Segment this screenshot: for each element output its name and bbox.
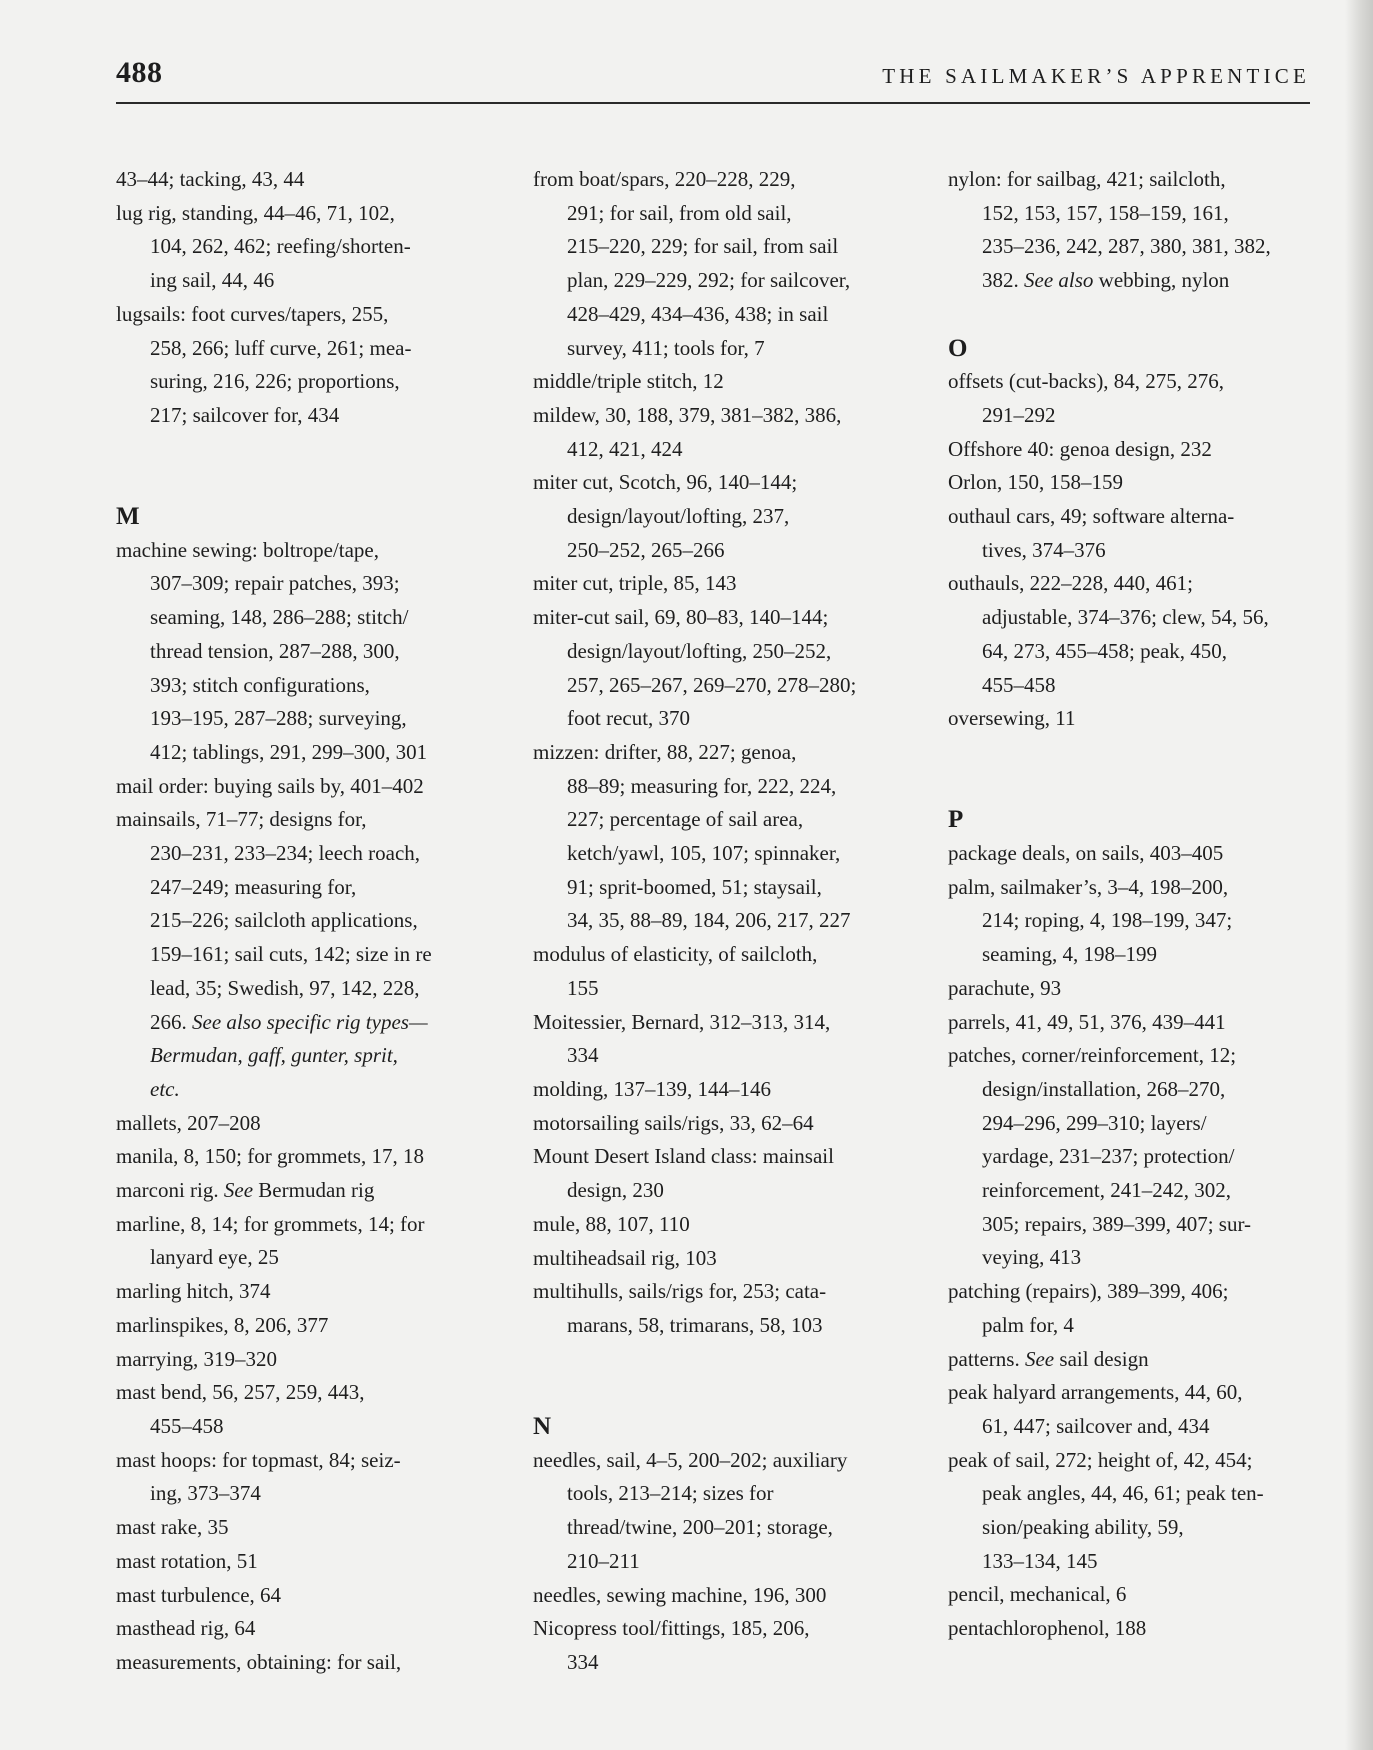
cross-reference: See: [223, 1178, 254, 1203]
index-entry: miter cut, triple, 85, 143: [533, 571, 737, 596]
index-entry: mildew, 30, 188, 379, 381–382, 386, 412, 421, 424: [533, 402, 842, 461]
index-entry: pencil, mechanical, 6: [948, 1582, 1127, 1607]
index-entry: Moitessier, Bernard, 312–313, 314, 334: [533, 1009, 831, 1068]
index-entry: mast rotation, 51: [116, 1548, 258, 1573]
entry-text: Bermudan rig: [253, 1178, 375, 1203]
index-entry: marrying, 319–320: [116, 1346, 277, 1371]
index-entry: palm, sailmaker’s, 3–4, 198–200, 214; roping, 4, 198–199, 347; seaming, 4, 198–199: [948, 874, 1233, 967]
index-entry: Nicopress tool/fittings, 185, 206, 334: [533, 1616, 810, 1674]
entry-text: webbing, nylon: [1093, 268, 1230, 293]
index-entry: [116, 1174, 496, 1208]
index-entry: miter-cut sail, 69, 80–83, 140–144; design/layout/lofting, 250–252, 257, 265–267, 269–270, 278–280; foot recut, 370: [533, 605, 857, 731]
index-entry: [948, 163, 1328, 298]
index-entry: mast hoops: for topmast, 84; seiz- ing, 373–374: [116, 1447, 401, 1506]
page-edge-shadow: [1345, 0, 1373, 1750]
cross-reference: See also specific rig types— Bermudan, gaff, gunter, sprit, etc.: [150, 1009, 428, 1101]
index-entry: oversewing, 11: [948, 706, 1076, 731]
section-spacer: [948, 298, 1328, 332]
index-entry: miter cut, Scotch, 96, 140–144; design/layout/lofting, 237, 250–252, 265–266: [533, 470, 798, 562]
index-entry: modulus of elasticity, of sailcloth, 155: [533, 942, 818, 1000]
index-entry: mail order: buying sails by, 401–402: [116, 773, 424, 798]
index-entry: peak halyard arrangements, 44, 60, 61, 447; sailcover and, 434: [948, 1380, 1243, 1438]
index-entry: [116, 803, 496, 1106]
index-entry: from boat/spars, 220–228, 229, 291; for sail, from old sail, 215–220, 229; for sail, from sail plan, 229–229, 292; for sailcover, 428–429, 434–436, 438; in sail survey, 411; tools for, 7: [533, 167, 851, 360]
index-entry: multiheadsail rig, 103: [533, 1245, 717, 1270]
index-entry: outhauls, 222–228, 440, 461; adjustable, 374–376; clew, 54, 56, 64, 273, 455–458; peak, 450, 455–458: [948, 571, 1269, 697]
section-letter-o: O: [948, 334, 968, 362]
index-entry: machine sewing: boltrope/tape, 307–309; repair patches, 393; seaming, 148, 286–288; stitch/ thread tension, 287–288, 300, 393; stitch configurations, 193–195, 287–288; surveying, 412; tablings, 291, 299–300, 301: [116, 537, 428, 764]
index-entry: mast turbulence, 64: [116, 1582, 282, 1607]
section-letter-p: P: [948, 806, 964, 834]
index-entry: package deals, on sails, 403–405: [948, 841, 1224, 865]
index-entry: parrels, 41, 49, 51, 376, 439–441: [948, 1009, 1226, 1034]
index-entry: lug rig, standing, 44–46, 71, 102, 104, 262, 462; reefing/shorten- ing sail, 44, 46: [116, 200, 411, 293]
index-entry: outhaul cars, 49; software alterna- tives, 374–376: [948, 504, 1235, 562]
index-entry: Offshore 40: genoa design, 232: [948, 436, 1212, 461]
page-number: 488: [116, 56, 163, 89]
index-column-1: [116, 163, 496, 1680]
index-entry: marline, 8, 14; for grommets, 14; for lanyard eye, 25: [116, 1211, 425, 1270]
entry-text: patterns.: [948, 1346, 1025, 1371]
index-entry: [948, 1343, 1328, 1377]
index-entry: Orlon, 150, 158–159: [948, 470, 1123, 495]
index-entry: masthead rig, 64: [116, 1616, 256, 1641]
index-entry: mast bend, 56, 257, 259, 443, 455–458: [116, 1380, 365, 1438]
index-entry: needles, sewing machine, 196, 300: [533, 1582, 827, 1607]
index-column-2: [533, 163, 913, 1680]
index-entry: marling hitch, 374: [116, 1279, 271, 1304]
index-entry: manila, 8, 150; for grommets, 17, 18: [116, 1144, 424, 1169]
index-entry: patches, corner/reinforcement, 12; design/installation, 268–270, 294–296, 299–310; layers/ yardage, 231–237; protection/ reinforcement, 241–242, 302, 305; repairs, 389–399, 407; sur- veying, 413: [948, 1043, 1252, 1270]
cross-reference: See: [1024, 1346, 1055, 1371]
index-entry: mule, 88, 107, 110: [533, 1211, 690, 1236]
entry-text: sail design: [1054, 1346, 1149, 1371]
section-letter-n: N: [533, 1413, 552, 1440]
index-entry: Mount Desert Island class: mainsail design, 230: [533, 1144, 834, 1203]
section-spacer: [533, 1343, 913, 1410]
index-entry: pentachlorophenol, 188: [948, 1616, 1147, 1641]
index-entry: needles, sail, 4–5, 200–202; auxiliary tools, 213–214; sizes for thread/twine, 200–201; storage, 210–211: [533, 1447, 848, 1573]
index-entry: lugsails: foot curves/tapers, 255, 258, 266; luff curve, 261; mea- suring, 216, 226; proportions, 217; sailcover for, 434: [116, 301, 412, 427]
index-entry: mizzen: drifter, 88, 227; genoa, 88–89; measuring for, 222, 224, 227; percentage of sail area, ketch/yawl, 105, 107; spinnaker, 91; sprit-boomed, 51; staysail, 34, 35, 88–89, 184, 206, 217, 227: [533, 739, 851, 933]
index-entry: patching (repairs), 389–399, 406; palm for, 4: [948, 1279, 1229, 1337]
index-entry: marlinspikes, 8, 206, 377: [116, 1312, 329, 1337]
section-spacer: [116, 433, 496, 500]
index-entry: mast rake, 35: [116, 1515, 229, 1540]
index-entry: molding, 137–139, 144–146: [533, 1076, 772, 1101]
index-entry: offsets (cut-backs), 84, 275, 276, 291–292: [948, 369, 1225, 427]
index-column-3: [948, 163, 1328, 1646]
index-entry: middle/triple stitch, 12: [533, 369, 724, 394]
page-header: [116, 54, 1310, 104]
index-entry: motorsailing sails/rigs, 33, 62–64: [533, 1110, 814, 1135]
section-spacer: [948, 736, 1328, 803]
index-entry: peak of sail, 272; height of, 42, 454; peak angles, 44, 46, 61; peak ten- sion/peaking ability, 59, 133–134, 145: [948, 1447, 1264, 1573]
index-entry: mallets, 207–208: [116, 1110, 261, 1135]
index-entry: measurements, obtaining: for sail,: [116, 1649, 402, 1674]
entry-text: marconi rig.: [116, 1178, 224, 1203]
index-entry: parachute, 93: [948, 975, 1062, 1000]
cross-reference: See also: [1024, 268, 1094, 293]
index-entry: multihulls, sails/rigs for, 253; cata- marans, 58, trimarans, 58, 103: [533, 1279, 827, 1337]
entry-text: mainsails, 71–77; designs for, 230–231, 233–234; leech roach, 247–249; measuring for, 215–226; sailcloth applications, 159–161; sail cuts, 142; size in re lead, 35; Swedish, 97, 142, 228, 266.: [116, 807, 432, 1034]
entry-text: nylon: for sailbag, 421; sailcloth, 152, 153, 157, 158–159, 161, 235–236, 242, 287, 380, 381, 382, 382.: [948, 167, 1271, 293]
section-letter-m: M: [116, 503, 140, 531]
running-title: THE SAILMAKER’S APPRENTICE: [882, 64, 1310, 88]
index-entry: 43–44; tacking, 43, 44: [116, 167, 305, 191]
